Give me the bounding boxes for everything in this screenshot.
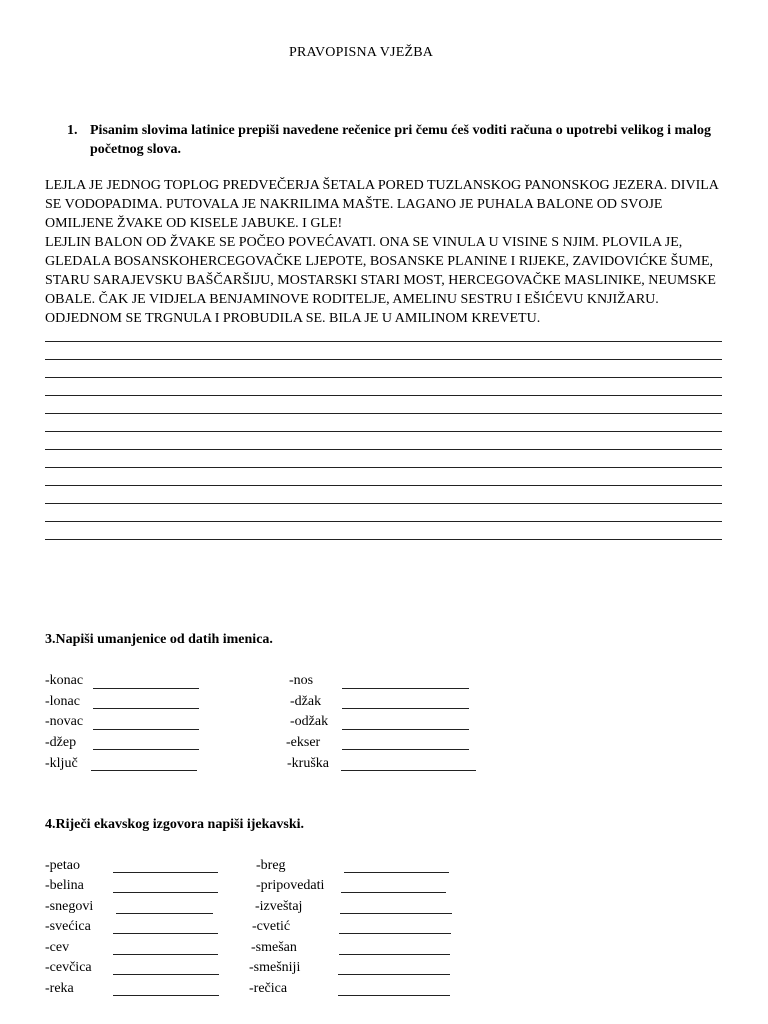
passage-line: GLEDALA BOSANSKOHERCEGOVAČKE LJEPOTE, BOSANSKE PLANINE I RIJEKE, ZAVIDOVIĆKE ŠUME, — [45, 254, 713, 269]
task-4-word: -cvetić — [252, 919, 291, 934]
answer-line[interactable] — [45, 485, 722, 486]
passage-line: LEJLIN BALON OD ŽVAKE SE POČEO POVEĆAVATI. ONA SE VINULA U VISINE S NJIM. PLOVILA JE, — [45, 235, 683, 250]
task-4-blank[interactable] — [339, 954, 450, 955]
task-4-word: -snegovi — [45, 899, 94, 914]
task-4-blank[interactable] — [113, 974, 219, 975]
task-3-blank[interactable] — [342, 708, 469, 709]
passage-line: ODJEDNOM SE TRGNULA I PROBUDILA SE. BILA JE U AMILINOM KREVETU. — [45, 311, 541, 326]
answer-line[interactable] — [45, 431, 722, 432]
task-4-word: -pripovedati — [256, 878, 325, 893]
answer-line[interactable] — [45, 449, 722, 450]
task-3-word: -konac — [45, 673, 84, 688]
task-1-number: 1. — [67, 123, 78, 138]
answer-line[interactable] — [45, 413, 722, 414]
task-4-word: -smešan — [251, 940, 297, 955]
task-3-word: -nos — [289, 673, 314, 688]
task-3-word: -džak — [290, 694, 322, 709]
answer-line[interactable] — [45, 377, 722, 378]
task-4-blank[interactable] — [113, 954, 218, 955]
task-3-word: -kruška — [287, 756, 329, 771]
task-4-blank[interactable] — [340, 913, 452, 914]
task-3-word: -ključ — [45, 756, 78, 771]
task-4-word: -izveštaj — [255, 899, 303, 914]
passage-line: OMILJENE ŽVAKE OD KISELE JABUKE. I GLE! — [45, 216, 343, 231]
answer-line[interactable] — [45, 359, 722, 360]
answer-lines — [45, 341, 722, 557]
task-3-blank[interactable] — [342, 688, 469, 689]
answer-line[interactable] — [45, 341, 722, 342]
task-4-word: -belina — [45, 878, 84, 893]
task-3-blank[interactable] — [342, 729, 469, 730]
answer-line[interactable] — [45, 467, 722, 468]
task-4-blank[interactable] — [338, 995, 450, 996]
passage-line: LEJLA JE JEDNOG TOPLOG PREDVEČERJA ŠETALA PORED TUZLANSKOG PANONSKOG JEZERA. DIVILA — [45, 178, 719, 193]
passage — [45, 176, 745, 328]
passage-line: SE VODOPADIMA. PUTOVALA JE NAKRILIMA MAŠTE. LAGANO JE PUHALA BALONE OD SVOJE — [45, 197, 663, 212]
task-4-word: -cevčica — [45, 960, 92, 975]
task-3-blank[interactable] — [93, 688, 199, 689]
task-4-word: -breg — [256, 858, 286, 873]
task-4-blank[interactable] — [113, 872, 218, 873]
passage-line: OBALE. ČAK JE VIDJELA BENJAMINOVE RODITELJE, AMELINU SESTRU I EŠIĆEVU KNJIŽARU. — [45, 292, 659, 307]
task-4-blank[interactable] — [341, 892, 446, 893]
task-3-word: -lonac — [45, 694, 80, 709]
task-3-blank[interactable] — [342, 749, 469, 750]
passage-line: STARU SARAJEVSKU BAŠČARŠIJU, MOSTARSKI STARI MOST, HERCEGOVAČKE MASLINIKE, NEUMSKE — [45, 273, 716, 288]
answer-line[interactable] — [45, 539, 722, 540]
task-4-word: -rečica — [249, 981, 288, 996]
task-4-word: -cev — [45, 940, 70, 955]
task-3-word: -novac — [45, 714, 84, 729]
task-4-title: 4.Riječi ekavskog izgovora napiši ijekavski. — [45, 817, 305, 832]
task-4-word: -svećica — [45, 919, 91, 934]
task-3-blank[interactable] — [93, 708, 199, 709]
task-4-blank[interactable] — [113, 995, 219, 996]
answer-line[interactable] — [45, 395, 722, 396]
task-1-text: Pisanim slovima latinice prepiši navedene rečenice pri čemu ćeš voditi računa o upotrebi velikog i malog početnog slova. — [90, 123, 712, 157]
page-title: PRAVOPISNA VJEŽBA — [288, 45, 434, 60]
task-1-instruction — [67, 121, 727, 159]
task-4-blank[interactable] — [113, 892, 218, 893]
task-3-title: 3.Napiši umanjenice od datih imenica. — [45, 632, 273, 647]
task-3-word: -odžak — [290, 714, 329, 729]
answer-line[interactable] — [45, 503, 722, 504]
task-3-word: -džep — [45, 735, 77, 750]
task-4-blank[interactable] — [339, 933, 451, 934]
task-3-blank[interactable] — [341, 770, 476, 771]
task-4-word: -petao — [45, 858, 80, 873]
task-4-blank[interactable] — [338, 974, 450, 975]
task-3-word: -ekser — [286, 735, 321, 750]
task-3-blank[interactable] — [91, 770, 197, 771]
task-4-blank[interactable] — [116, 913, 213, 914]
answer-line[interactable] — [45, 521, 722, 522]
task-3-blank[interactable] — [93, 749, 199, 750]
task-4-word: -smešniji — [249, 960, 301, 975]
task-4-blank[interactable] — [344, 872, 449, 873]
task-3-blank[interactable] — [93, 729, 199, 730]
task-4-word: -reka — [45, 981, 74, 996]
task-4-blank[interactable] — [113, 933, 218, 934]
